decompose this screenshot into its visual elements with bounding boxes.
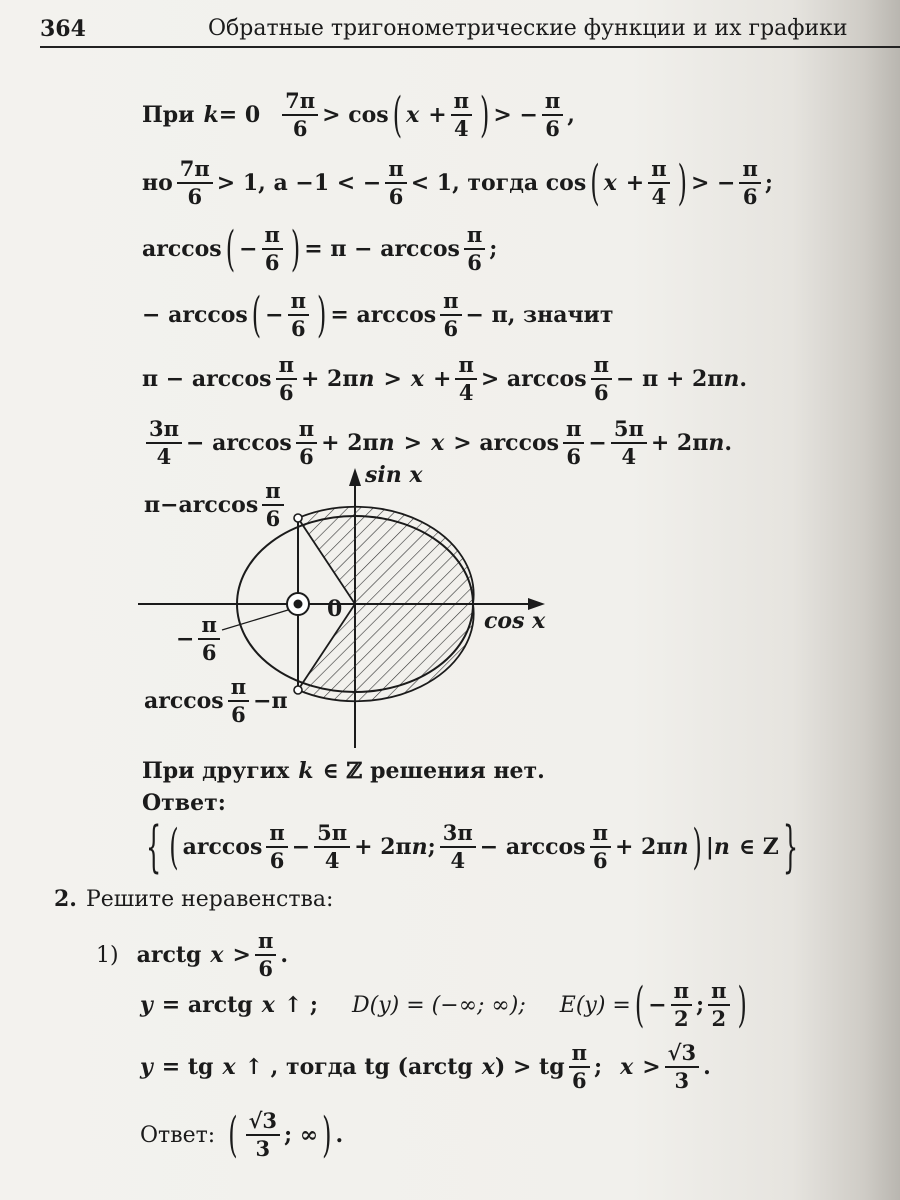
var-n: n bbox=[378, 430, 395, 457]
text: − arccos bbox=[185, 430, 292, 457]
running-title: Обратные тригонометрические функции и их графики bbox=[208, 16, 848, 41]
origin-label: 0 bbox=[327, 596, 343, 622]
paren-right: ) bbox=[480, 87, 490, 144]
text: . bbox=[724, 430, 733, 457]
text: < 1, тогда cos bbox=[410, 170, 587, 197]
equation-line-2 bbox=[142, 155, 773, 212]
fraction-pi-6: π 6 bbox=[255, 930, 276, 980]
fraction-pi-6: π 6 bbox=[228, 676, 249, 726]
equation-line-5 bbox=[142, 354, 747, 404]
label-arccos-minus-pi: arccos π 6 −π bbox=[144, 674, 288, 728]
text: > − bbox=[690, 170, 736, 197]
text: + bbox=[625, 170, 645, 197]
text: + 2π bbox=[321, 430, 379, 457]
y-axis-arrow bbox=[349, 468, 361, 486]
cos-axis-label: cos x bbox=[484, 608, 546, 634]
fraction-pi-6: π 6 bbox=[591, 354, 612, 404]
equation-line-3 bbox=[142, 221, 498, 278]
fraction-pi-2: π 2 bbox=[708, 980, 729, 1030]
tg-monotonic-line: y = tg x ↑ , тогда tg (arctg x ) > tg π 6 ; x > √3 3 . bbox=[140, 1040, 711, 1094]
fraction-pi-6: π 6 bbox=[276, 354, 297, 404]
text: При bbox=[142, 102, 195, 129]
fraction-sqrt3-3: √3 3 bbox=[665, 1042, 699, 1092]
page-header bbox=[40, 12, 900, 48]
text: − π, значит bbox=[465, 302, 614, 329]
text: + 2π bbox=[300, 366, 359, 393]
paren-left: ( bbox=[251, 287, 262, 344]
fraction-pi-4: $\frac{\pi}{4}$ bbox=[451, 90, 472, 140]
equation-line-1 bbox=[142, 87, 575, 144]
text: . bbox=[739, 366, 748, 393]
fraction-pi-6: π 6 bbox=[464, 224, 485, 274]
fraction-5pi-4: $\frac{5\pi}{4}$ bbox=[314, 822, 350, 872]
fraction-pi-6: $\frac{\pi}{6}$ bbox=[288, 290, 309, 340]
fraction-7pi-6: 7π 6 bbox=[282, 90, 318, 140]
answer-label: Ответ: bbox=[142, 790, 226, 816]
text: > − bbox=[493, 102, 538, 129]
var-n: n bbox=[723, 366, 740, 393]
fraction-pi-4: $\frac{\pi}{4}$ bbox=[648, 158, 669, 208]
task-2-1: 1) arctg x > π 6 . bbox=[96, 928, 288, 982]
answer-set: { ( arccos π 6 − $\frac{5\pi}{4}$ + 2π n ; 3π 4 − arccos π 6 + 2π n ) | n ∈ Z } bbox=[146, 814, 799, 880]
fraction-pi-2: $\frac{\pi}{2}$ bbox=[671, 980, 692, 1030]
text: > bbox=[383, 366, 402, 393]
text: + 2π bbox=[650, 430, 709, 457]
text: − bbox=[588, 430, 607, 457]
fraction-pi-6: $\frac{\pi}{6}$ bbox=[385, 158, 406, 208]
var-x: x bbox=[410, 366, 425, 393]
fraction-3pi-4: 3π 4 bbox=[146, 418, 182, 468]
fraction-sqrt3-3: √3 3 bbox=[246, 1110, 280, 1160]
text: > cos bbox=[322, 102, 389, 129]
other-k-line: При других k ∈ ℤ решения нет. bbox=[142, 758, 545, 784]
shaded-sector-lower bbox=[298, 604, 474, 701]
arctg-properties-line: y = arctg x ↑ ; D(y) = (−∞; ∞); E(y) = ( − $\frac{\pi}{2}$ ; π 2 ) bbox=[140, 977, 747, 1034]
fraction-pi-6: π 6 bbox=[569, 1042, 590, 1092]
fraction-pi-6: π 6 bbox=[590, 822, 611, 872]
var-n: n bbox=[358, 366, 375, 393]
final-answer: Ответ: ( √3 3 ; ∞ ) . bbox=[140, 1107, 344, 1164]
text: = arccos bbox=[330, 302, 437, 329]
point-bottom bbox=[294, 686, 302, 694]
point-neg-pi-6-inner bbox=[294, 600, 303, 609]
var-x: x bbox=[603, 170, 617, 197]
fraction-3pi-4: 3π 4 bbox=[440, 822, 476, 872]
label-pi-minus-arccos: π−arccos π 6 bbox=[144, 480, 288, 530]
text: − bbox=[265, 302, 284, 329]
leader-line bbox=[222, 610, 288, 630]
text: − bbox=[239, 236, 258, 263]
paren-left: ( bbox=[225, 221, 236, 278]
sin-axis-label: sin x bbox=[365, 462, 423, 488]
var-x: x bbox=[406, 102, 420, 129]
text: > arccos bbox=[453, 430, 560, 457]
var-k: k bbox=[203, 102, 219, 129]
paren-right: ) bbox=[290, 221, 301, 278]
paren-right: ) bbox=[677, 155, 687, 212]
fraction-pi-6: $\frac{\pi}{6}$ bbox=[262, 224, 283, 274]
fraction-pi-6: π 6 bbox=[266, 822, 287, 872]
text: arccos bbox=[142, 236, 222, 263]
fraction-pi-6: π 6 bbox=[296, 418, 317, 468]
fraction-pi-6: $\frac{\pi}{6}$ bbox=[198, 614, 219, 664]
page-number: 364 bbox=[40, 16, 86, 42]
equation-line-4 bbox=[142, 287, 614, 344]
text: > 1, а −1 < − bbox=[216, 170, 382, 197]
task-2-heading: 2. Решите неравенства: bbox=[54, 886, 334, 912]
text: , bbox=[567, 102, 575, 129]
fraction-pi-4: $\frac{\pi}{4}$ bbox=[455, 354, 476, 404]
paren-left: ( bbox=[590, 155, 600, 212]
shaded-sector-upper bbox=[298, 507, 474, 604]
text: ; bbox=[489, 236, 498, 263]
fraction-5pi-4: $\frac{5\pi}{4}$ bbox=[611, 418, 647, 468]
text: − π + 2π bbox=[616, 366, 724, 393]
text: = 0 bbox=[218, 102, 261, 129]
text: π − arccos bbox=[142, 366, 272, 393]
label-neg-pi-6: − $\frac{\pi}{6}$ bbox=[176, 614, 224, 664]
text: > arccos bbox=[480, 366, 587, 393]
fraction-pi-6: $\frac{\pi}{6}$ bbox=[542, 90, 563, 140]
var-x: x bbox=[431, 430, 445, 457]
text: ; bbox=[764, 170, 773, 197]
var-n: n bbox=[708, 430, 725, 457]
point-top bbox=[294, 514, 302, 522]
fraction-pi-6: $\frac{\pi}{6}$ bbox=[739, 158, 760, 208]
text: + bbox=[433, 366, 452, 393]
text: − arccos bbox=[142, 302, 248, 329]
text: > bbox=[403, 430, 423, 457]
fraction-pi-6: π 6 bbox=[563, 418, 584, 468]
fraction-7pi-6: 7π 6 bbox=[177, 158, 213, 208]
fraction-pi-6: π 6 bbox=[440, 290, 461, 340]
text: + bbox=[428, 102, 447, 129]
paren-left: ( bbox=[392, 87, 403, 144]
text: = π − arccos bbox=[304, 236, 460, 263]
paren-right: ) bbox=[316, 287, 327, 344]
fraction-pi-6: π 6 bbox=[262, 480, 283, 530]
text: но bbox=[142, 170, 173, 197]
